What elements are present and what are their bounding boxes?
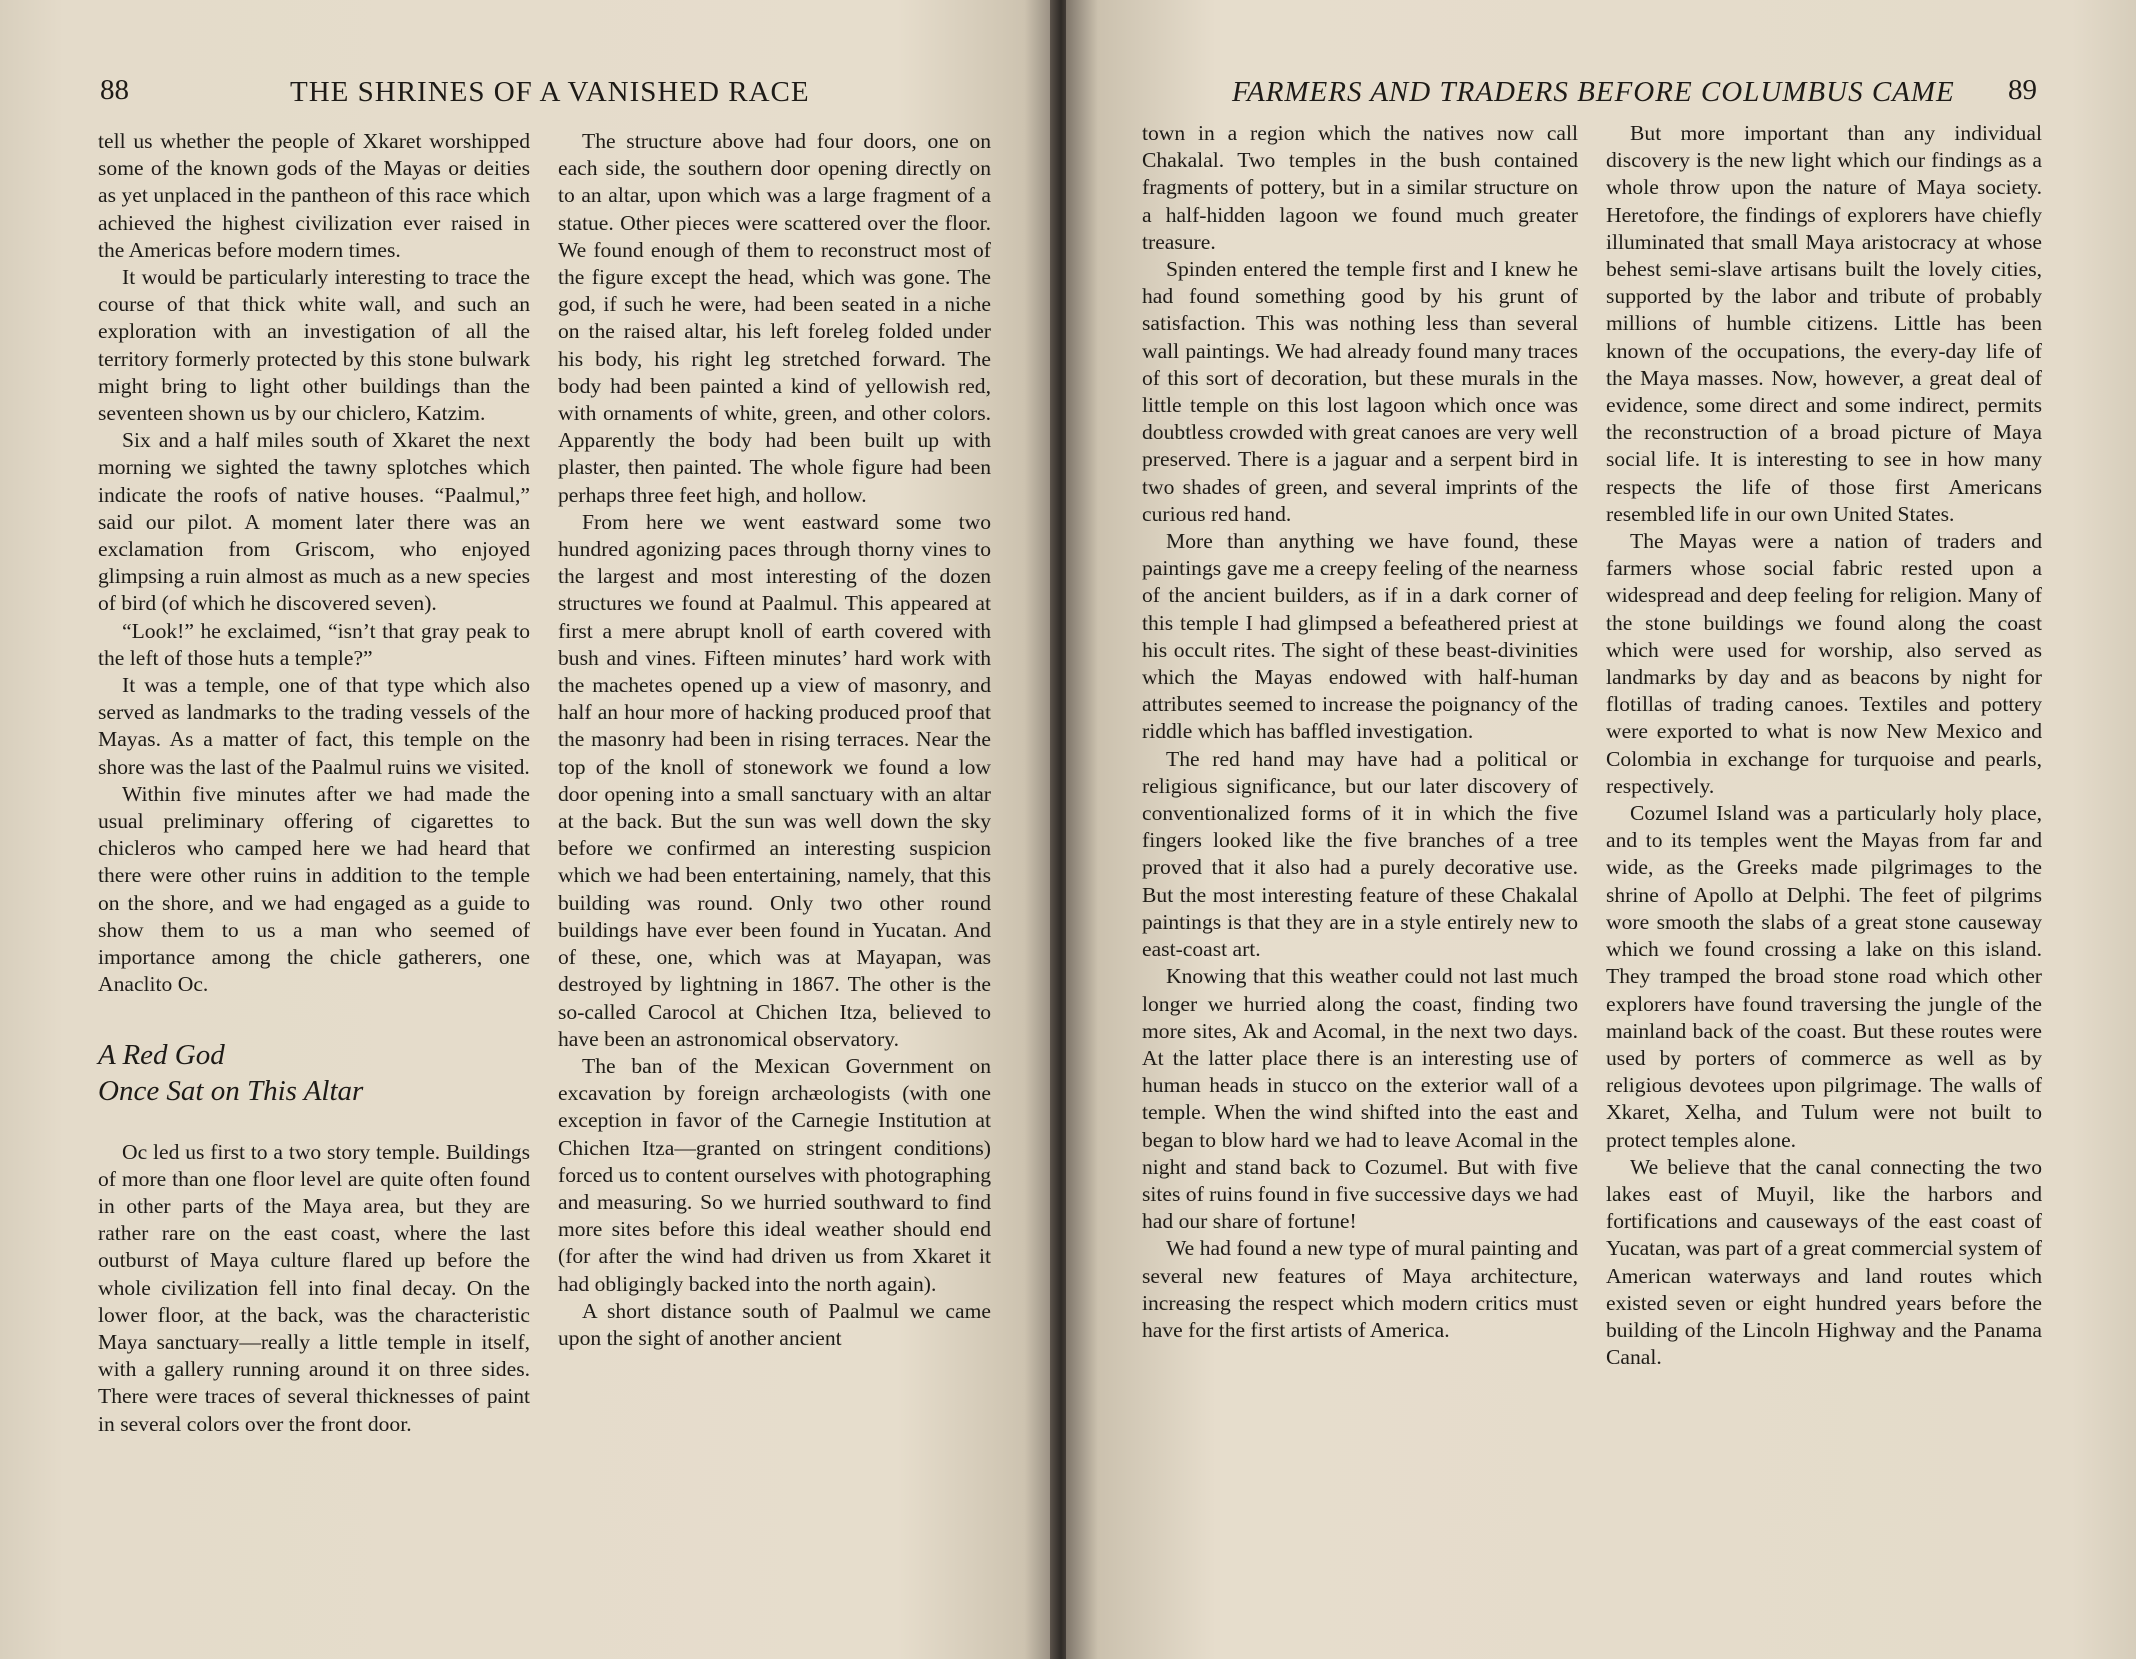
- paragraph: tell us whether the people of Xkaret worshipped some of the known gods of the Mayas or deities as yet unplaced in the pantheon of this race which achieved the highest civilization ever raised in the Americas before modern times.: [98, 129, 530, 262]
- left-page-number: 88: [100, 74, 129, 106]
- left-column-1: [98, 128, 530, 1438]
- right-running-head: FARMERS AND TRADERS BEFORE COLUMBUS CAME: [1232, 76, 1955, 108]
- paragraph: Six and a half miles south of Xkaret the next morning we sighted the tawny splotches which indicate the roofs of native houses. “Paalmul,” said our pilot. A moment later there was an exclamation from Griscom, who enjoyed glimpsing a ruin almost as much as a new species of bird (of which he discovered seven).: [98, 428, 530, 616]
- paragraph: The red hand may have had a political or religious significance, but our later discovery of conventionalized forms of it in which the five fingers looked like the five branches of a tree proved that it also had a purely decorative use. But the most interesting feature of these Chakalal paintings is that they are in a style entirely new to east-coast art.: [1142, 746, 1578, 962]
- paragraph: It would be particularly interesting to trace the course of that thick white wall, and such an exploration with an investigation of all the territory formerly protected by this stone bulwark might bring to light other buildings than the seventeen shown us by our chiclero, Katzim.: [98, 265, 530, 426]
- subheading-line-1: A Red God: [98, 1038, 225, 1071]
- paragraph: Cozumel Island was a particularly holy place, and to its temples went the Mayas from far and wide, as the Greeks made pilgrimages to the shrine of Apollo at Delphi. The feet of pilgrims wore smooth the slabs of a great stone causeway which we found crossing a lake on this island. They tramped the broad stone road which other explorers have found traversing the jungle of the mainland back of the coast. But these routes were used by porters of commerce as well as by religious devotees upon pilgrimage. The walls of Xkaret, Xelha, and Tulum were not built to protect temples alone.: [1606, 801, 2042, 1152]
- paragraph: The Mayas were a nation of traders and farmers whose social fabric rested upon a widespread and deep feeling for religion. Many of the stone buildings we found along the coast which were used for worship, also served as landmarks by day and as beacons by night for flotillas of trading canoes. Textiles and pottery were exported to what is now New Mexico and Colombia in exchange for turquoise and pearls, respectively.: [1606, 529, 2042, 798]
- left-column-2: [558, 128, 991, 1352]
- paragraph: More than anything we have found, these paintings gave me a creepy feeling of the nearness of the ancient builders, as if in a dark corner of this temple I had glimpsed a befeathered priest at his occult rites. The sight of these beast-divinities which the Mayas endowed with half-human attributes seemed to increase the poignancy of the riddle which has baffled investigation.: [1142, 529, 1578, 744]
- left-col1-paragraphs: [98, 128, 530, 999]
- paragraph: It was a temple, one of that type which also served as landmarks to the trading vessels of the Mayas. As a matter of fact, this temple on the shore was the last of the Paalmul ruins we visited.: [98, 673, 530, 779]
- paragraph: town in a region which the natives now call Chakalal. Two temples in the bush contained fragments of pottery, but in a similar structure on a half-hidden lagoon we found much greater treasure.: [1142, 121, 1578, 254]
- paragraph: From here we went eastward some two hundred agonizing paces through thorny vines to the largest and most interesting of the dozen structures we found at Paalmul. This appeared at first a mere abrupt knoll of earth covered with bush and vines. Fifteen minutes’ hard work with the machetes opened up a view of masonry, and half an hour more of hacking produced proof that the masonry had been in rising terraces. Near the top of the knoll of stonework we found a low door opening into a small sanctuary with an altar at the back. But the sun was well down the sky before we confirmed an interesting suspicion which we had been entertaining, namely, that this building was round. Only two other round buildings have ever been found in Yucatan. And of these, one, which was at Mayapan, was destroyed by lightning in 1867. The other is the so-called Carocol at Chichen Itza, believed to have been an astronomical observatory.: [558, 509, 991, 1051]
- paragraph: Spinden entered the temple first and I knew he had found something good by his grunt of satisfaction. This was nothing less than several wall paintings. We had already found many traces of this sort of decoration, but these murals in the little temple on this lost lagoon which once was doubtless crowded with great canoes are very well preserved. There is a jaguar and a serpent bird in two shades of green, and several imprints of the curious red hand.: [1142, 257, 1578, 526]
- subheading-line-2: Once Sat on This Altar: [98, 1074, 364, 1107]
- right-column-1: [1142, 120, 1578, 1344]
- paragraph: Within five minutes after we had made the usual preliminary offering of cigarettes to chicleros who camped here we had heard that there were other ruins in addition to the temple on the shore, and we had engaged as a guide to show them to us a man who seemed of importance among the chicle gatherers, one Anaclito Oc.: [98, 781, 530, 997]
- left-running-head: THE SHRINES OF A VANISHED RACE: [290, 76, 810, 108]
- paragraph: But more important than any individual discovery is the new light which our findings as a whole throw upon the nature of Maya society. Heretofore, the findings of explorers have chiefly illuminated that small Maya aristocracy at whose behest semi-slave artisans built the lovely cities, supported by the labor and tribute of probably millions of humble citizens. Little has been known of the occupations, the every-day life of the Maya masses. Now, however, a great deal of evidence, some direct and some indirect, permits the reconstruction of a broad picture of Maya social life. It is interesting to see in how many respects the life of those first Americans resembled life in our own United States.: [1606, 121, 2042, 526]
- right-column-2: [1606, 120, 2042, 1371]
- paragraph: Oc led us first to a two story temple. Buildings of more than one floor level are quite often found in other parts of the Maya area, but they are rather rare on the east coast, where the last outburst of Maya culture flared up before the whole civilization fell into final decay. On the lower floor, at the back, was the characteristic Maya sanctuary—really a little temple in itself, with a gallery running around it on three sides. There were traces of several thicknesses of paint in several colors over the front door.: [98, 1139, 530, 1436]
- paragraph: We had found a new type of mural painting and several new features of Maya architecture, increasing the respect which modern critics must have for the first artists of America.: [1142, 1236, 1578, 1342]
- subheading: [98, 1037, 530, 1109]
- paragraph: A short distance south of Paalmul we came upon the sight of another ancient: [558, 1298, 991, 1350]
- paragraph: The structure above had four doors, one on each side, the southern door opening directly on to an altar, upon which was a large fragment of a statue. Other pieces were scattered over the floor. We found enough of them to reconstruct most of the figure except the head, which was gone. The god, if such he were, had been seated in a niche on the raised altar, his left foreleg folded under his body, his right leg stretched forward. The body had been painted a kind of yellowish red, with ornaments of white, green, and other colors. Apparently the body had been built up with plaster, then painted. The whole figure had been perhaps three feet high, and hollow.: [558, 129, 991, 507]
- paragraph: The ban of the Mexican Government on excavation by foreign archæologists (with one exception in favor of the Carnegie Institution at Chichen Itza—granted on stringent conditions) forced us to content ourselves with photographing and measuring. So we hurried southward to find more sites before this ideal weather should end (for after the wind had driven us from Xkaret it had obligingly backed into the north again).: [558, 1053, 991, 1296]
- paragraph: We believe that the canal connecting the two lakes east of Muyil, like the harbors and fortifications and causeways of the east coast of Yucatan, was part of a great commercial system of American waterways and land routes which existed seven or eight hundred years before the building of the Lincoln Highway and the Panama Canal.: [1606, 1154, 2042, 1370]
- right-page-number: 89: [2008, 74, 2037, 106]
- paragraph: “Look!” he exclaimed, “isn’t that gray peak to the left of those huts a temple?”: [98, 618, 530, 670]
- paragraph: Knowing that this weather could not last much longer we hurried along the coast, finding two more sites, Ak and Acomal, in the next two days. At the latter place there is an interesting use of human heads in stucco on the exterior wall of a temple. When the wind shifted into the east and began to blow hard we had to leave Acomal in the night and stand back to Cozumel. But with five sites of ruins found in five successive days we had had our share of fortune!: [1142, 964, 1578, 1234]
